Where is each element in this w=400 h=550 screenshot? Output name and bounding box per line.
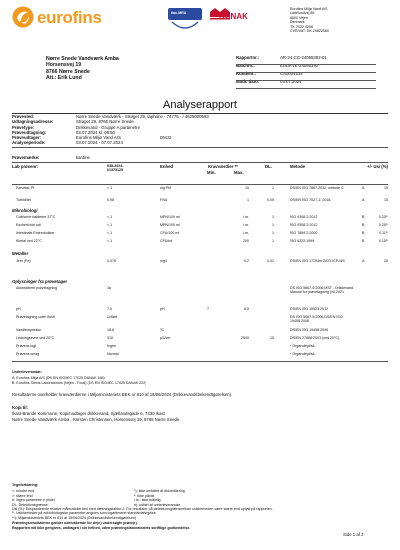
lab-address-line: 6600 Vejen bbox=[290, 15, 308, 20]
sample-info-label: Prøveudtager: bbox=[12, 135, 42, 141]
lab-address-line: CVR/VAT: DK-29822580 bbox=[290, 29, 329, 34]
cell-uncertainty: 20 bbox=[384, 259, 388, 263]
cell-param: Prøvetagning uden flush bbox=[16, 315, 55, 319]
cell-uncertainty: 15 bbox=[384, 186, 388, 190]
cell-max: 0.2 bbox=[244, 259, 249, 263]
cell-uncertainty: 0.15¹⁾ bbox=[378, 239, 388, 243]
cell-accreditation: A bbox=[362, 186, 365, 190]
sample-info-value: 03.07.2024 kl. 08:50 bbox=[76, 129, 115, 135]
customer-city: 8766 Nørre Snede bbox=[46, 68, 90, 75]
cell-result: Ja bbox=[107, 286, 111, 290]
col-header-min: Min. bbox=[207, 170, 216, 175]
cell-result: 0.98 bbox=[107, 198, 114, 202]
col-header-unit: Enhed bbox=[160, 164, 174, 169]
table-row bbox=[12, 215, 388, 222]
cell-uncertainty: 15 bbox=[384, 198, 388, 202]
cell-result: < 1 bbox=[107, 223, 113, 227]
legend-item: *: Ikke påvist bbox=[134, 493, 155, 498]
table-row bbox=[12, 286, 388, 304]
legend-item: i.m.: ikke målelig bbox=[134, 498, 161, 503]
cell-method: DS/EN ISO 10523:2012 bbox=[290, 307, 329, 311]
cell-method: DS/EN ISO 7887:2012, metode C bbox=[290, 186, 344, 190]
cell-result: < 1 bbox=[107, 239, 113, 243]
report-meta-label: Modt. dato: bbox=[236, 79, 260, 84]
cell-uncertainty: 0.25¹⁾ bbox=[378, 215, 388, 219]
cell-param: Turbiditet bbox=[16, 198, 31, 202]
table-section-heading: Mikrobiologi bbox=[12, 208, 38, 213]
cell-param: Intestinale Enterokokker bbox=[16, 231, 55, 235]
legend-item: DL: Detektionsgrænse bbox=[12, 502, 48, 507]
subcontractor-item: A. Eurofins Miljø A/S (DS EN ISO/IEC 17025 DANAK 168) bbox=[12, 376, 105, 381]
conclusion-text: Resultaterne overholder kravværdierne i Miljøministeriets BEK nr 810 af 18/06/2024 (Drikkevandsbekendtgørelsen). bbox=[12, 392, 233, 397]
cell-method: ISO 9308-2:2012 bbox=[290, 223, 318, 227]
subcontractors-title: Underleverandør: bbox=[12, 370, 42, 374]
col-header-max: Max. bbox=[234, 170, 244, 175]
report-meta-value: CA0004534 bbox=[280, 71, 303, 76]
legend-item: <: mindre end bbox=[12, 489, 35, 494]
cell-param: pH bbox=[16, 307, 21, 311]
cell-dl: 1 bbox=[272, 231, 274, 235]
table-row bbox=[12, 198, 388, 205]
legend-item: #: ingen parametre e plsfel bbox=[12, 498, 55, 503]
cell-unit: °C bbox=[160, 328, 165, 332]
table-row bbox=[12, 186, 388, 196]
cell-method: DS/EN ISO 7027-1: 2016. bbox=[290, 198, 332, 202]
cell-max: 2500 bbox=[241, 336, 249, 340]
cell-method: DS/EN 27888:2003 (ved 20°C) bbox=[290, 336, 340, 340]
cell-max: 200 bbox=[243, 239, 249, 243]
col-header-limits: Kravværdier ** bbox=[208, 164, 238, 169]
col-header-dl: DL. bbox=[265, 164, 272, 169]
cell-result: Ingen bbox=[107, 344, 116, 348]
cell-dl: 0.01 bbox=[267, 259, 274, 263]
cell-param: Jern (Fe) bbox=[16, 259, 31, 263]
cell-dl: 1 bbox=[272, 186, 274, 190]
table-row bbox=[12, 344, 388, 351]
cell-result: 0.076 bbox=[107, 259, 116, 263]
cell-accreditation: A bbox=[362, 198, 365, 202]
cell-unit: mg Pt/l bbox=[160, 186, 172, 190]
cell-unit: CFU/100 ml bbox=[160, 231, 180, 235]
cell-dl: 1 bbox=[272, 223, 274, 227]
cell-method: ISO 6222:1999 bbox=[290, 239, 315, 243]
customer-name: Nørre Snede Vandværk Amba bbox=[46, 56, 119, 62]
subcontractor-item: B. Eurofins Steins Laboratorium (Vejen - Food) (DS EN ISO/IEC 17025 DANAK 222) bbox=[12, 380, 147, 385]
legend bbox=[12, 483, 388, 530]
cell-min: 7 bbox=[207, 307, 209, 311]
cell-dl: 0.05 bbox=[267, 198, 274, 202]
legend-item: >: større end bbox=[12, 493, 33, 498]
customer-att: Att.: Erik Lund bbox=[46, 75, 82, 82]
cell-accreditation: A bbox=[362, 259, 365, 263]
copy-to bbox=[12, 405, 179, 422]
page-title: Analyserapport bbox=[163, 99, 237, 111]
legend-note: Usi (%): Ekspanderede relative måleusikkerhed med dækningsfaktor 2. For resultater på detektionsgrænsen/kan usikkerheden være større end oplyst på rapporten. bbox=[12, 507, 273, 512]
col-header-uncertainty: +/- Usi (%) bbox=[367, 164, 388, 169]
cell-max: i.m. bbox=[243, 215, 249, 219]
table-section-heading: Oplysninger fra prøvetager bbox=[12, 279, 68, 284]
footer-disclaimer: Rapporten må ikke gengives, undtagen i sin helhed, uden prøvningslaboratoriets skriftlige godkendelse. bbox=[12, 525, 191, 530]
sample-mark-value: kantine bbox=[76, 155, 90, 160]
cell-result: < 1 bbox=[107, 186, 113, 190]
cell-accreditation: B bbox=[362, 215, 365, 219]
cell-method: ISO 9308-2:2012 bbox=[290, 215, 318, 219]
report-meta-label: Kundenr.: bbox=[236, 71, 257, 76]
cell-param: Kimtal ved 22°C bbox=[16, 239, 42, 243]
table-row bbox=[12, 307, 388, 314]
legend-item: n): udført af underleverandør bbox=[134, 502, 180, 507]
cell-method: * Organoleptisk bbox=[290, 344, 315, 348]
col-header-method: Metode bbox=[290, 164, 306, 169]
table-row bbox=[12, 352, 388, 359]
legend-item: *): Ikke omfattet af akkreditering bbox=[134, 489, 185, 494]
cell-max: 15 bbox=[245, 186, 249, 190]
subcontractors bbox=[12, 370, 146, 385]
legend-columns bbox=[12, 489, 388, 507]
copy-to-line: Nørre Snede Vandværk Amba , Karsten Christensen, Horsensvej 19, 8766 Nørre Snede bbox=[12, 416, 180, 422]
legend-title: Tegnforklaring: bbox=[12, 483, 39, 487]
cell-param: Coliforme bakterier 37°C bbox=[16, 215, 56, 219]
report-meta-value: EUDKVE-24055392 bbox=[280, 63, 319, 68]
cell-dl: 1 bbox=[272, 215, 274, 219]
cell-dl: 15 bbox=[270, 336, 274, 340]
cell-unit: FNU bbox=[160, 198, 168, 202]
cell-uncertainty: 0.11¹⁾ bbox=[379, 231, 388, 235]
cell-param: Farvetal, Pt bbox=[16, 186, 35, 190]
cell-method: DS/EN ISO 17294m:2023 ICP-MS bbox=[290, 259, 345, 263]
lab-address-line: Eurofins Miljø Vand A/S bbox=[290, 7, 328, 11]
cell-max: i.m. bbox=[243, 223, 249, 227]
cell-result: Udført bbox=[107, 315, 117, 319]
legend-note: ¹⁾: Usikkerheder på mikrobiologiske parametre angives som logaritmeret standardafvigelse bbox=[12, 511, 156, 516]
ilac-mra-text: ilac-MRA bbox=[171, 11, 187, 15]
cell-param: Prøvens smag bbox=[16, 352, 40, 356]
sample-mark-label: Prøvemærke: bbox=[12, 155, 40, 160]
table-row bbox=[12, 239, 388, 246]
cell-max: 1 bbox=[247, 198, 249, 202]
cell-result: 7.0 bbox=[107, 307, 112, 311]
cell-param: Akkrediteret prøvetagning bbox=[16, 286, 58, 290]
table-row bbox=[12, 315, 388, 326]
cell-unit: CFU/ml bbox=[160, 239, 173, 243]
report-meta-label: Batchnr.: bbox=[236, 63, 255, 68]
legend-col-2 bbox=[134, 489, 185, 507]
cell-param: Prøvens lugt bbox=[16, 344, 37, 348]
cell-unit: pH bbox=[160, 307, 165, 311]
legend-col-1 bbox=[12, 489, 134, 507]
sample-info-value: 03.07.2024 - 07.07.2024 bbox=[76, 140, 123, 146]
col-header-param: Lab prøvenr: bbox=[12, 164, 39, 169]
cell-result: 18.8 bbox=[107, 328, 114, 332]
sample-info-value: Nørre Snede Vandværk - Strøget 29, taphane - 74775 - / 4625000593 bbox=[76, 114, 209, 119]
cell-method: * Organoleptisk bbox=[290, 352, 315, 356]
cell-max: i.m. bbox=[243, 231, 249, 235]
report-meta-value: 03.07.2024 bbox=[280, 79, 302, 84]
cell-param: Ledningsevne ved 20°C bbox=[16, 336, 55, 340]
table-bottom-divider bbox=[12, 361, 388, 362]
cell-unit: MPN/100 ml bbox=[160, 215, 180, 219]
sample-info-label: Udtagningsadresse: bbox=[12, 119, 54, 125]
cell-method: ISO 7899-2:2000 bbox=[290, 231, 318, 235]
report-meta-value: AR-24-CG-24055392-01 bbox=[280, 55, 327, 60]
cell-method: DS ISO 5667-5:2006,DS/EN ISO 19458:2006 bbox=[290, 315, 343, 324]
sampler-code: DMJ2 bbox=[160, 135, 172, 141]
cell-param: Escherichia coli bbox=[16, 223, 41, 227]
sample-info-value: Strøget 29, 8766 Nørre Snede bbox=[76, 119, 134, 125]
results-table-body bbox=[12, 0, 388, 370]
lab-address-line: Tlf. 7022 4256 bbox=[290, 24, 313, 29]
sample-info-value: Drikkevand - Gruppe A parametre bbox=[76, 124, 141, 130]
cell-param: Vandtemperatur bbox=[16, 328, 42, 332]
cell-method: DS ISO 5667-5:2006,MST - Drikkevand. Manual for prøvetagning (v5,2021 bbox=[290, 286, 355, 295]
sample-info-label: Prøvetype: bbox=[12, 124, 35, 130]
copy-to-title: Kopi til: bbox=[12, 405, 28, 410]
sample-info-label: Prøveudtagning: bbox=[12, 129, 47, 135]
cell-result: < 1 bbox=[107, 215, 113, 219]
table-row bbox=[12, 231, 388, 238]
table-row bbox=[12, 336, 388, 343]
customer-street: Horsensvej 19 bbox=[46, 62, 82, 69]
cell-dl: 1 bbox=[272, 239, 274, 243]
footer-disclaimer: Prøvningsresultaterne gælder udelukkende for de(n) undersøgte prøve(r). bbox=[12, 521, 138, 526]
cell-result: Normal bbox=[107, 352, 119, 356]
cell-accreditation: B bbox=[362, 231, 365, 235]
table-row bbox=[12, 223, 388, 230]
cell-max: 8.5 bbox=[244, 307, 249, 311]
cell-accreditation: B bbox=[362, 239, 365, 243]
legend-note: **): Miljøministeriets BEK nr 810 af 18/06/2024 (Drikkevandsbekendtgørelsen) bbox=[12, 515, 137, 520]
sample-info-label: Analyseperiode: bbox=[12, 140, 46, 146]
lab-address-line: Denmark bbox=[290, 20, 305, 25]
copy-to-line: Ikast-Brande Kommune, Kopimodtager drikkevand, Sjællandsgade 6, 7430 Ikast bbox=[12, 411, 165, 417]
cell-result: < 1 bbox=[107, 231, 113, 235]
sample-info-label: Prøvested: bbox=[12, 114, 35, 119]
page-number: Side 1 af 2 bbox=[343, 532, 364, 537]
eurofins-wordmark: eurofins bbox=[37, 8, 102, 27]
cell-unit: MPN/100 ml bbox=[160, 223, 180, 227]
sample-info-value: Eurofins Miljø Vand A/S bbox=[76, 135, 121, 141]
cell-unit: µS/cm bbox=[160, 336, 171, 340]
table-row bbox=[12, 328, 388, 335]
cell-accreditation: B bbox=[362, 223, 365, 227]
danak-text: DANAK bbox=[219, 12, 248, 21]
cell-uncertainty: 0.25¹⁾ bbox=[378, 223, 388, 227]
table-section-heading: Metaller bbox=[12, 251, 29, 256]
cell-result: 310 bbox=[107, 336, 113, 340]
col-header-sample-no: 038-2024-01373125 bbox=[107, 164, 124, 173]
cell-unit: mg/l bbox=[160, 259, 167, 263]
table-row bbox=[12, 259, 388, 271]
cell-method: DS/EN ISO 19458:2006 bbox=[290, 328, 329, 332]
report-meta-label: Rapportnr.: bbox=[236, 55, 260, 60]
lab-address-line: Ladelundvej 85 bbox=[290, 11, 315, 16]
